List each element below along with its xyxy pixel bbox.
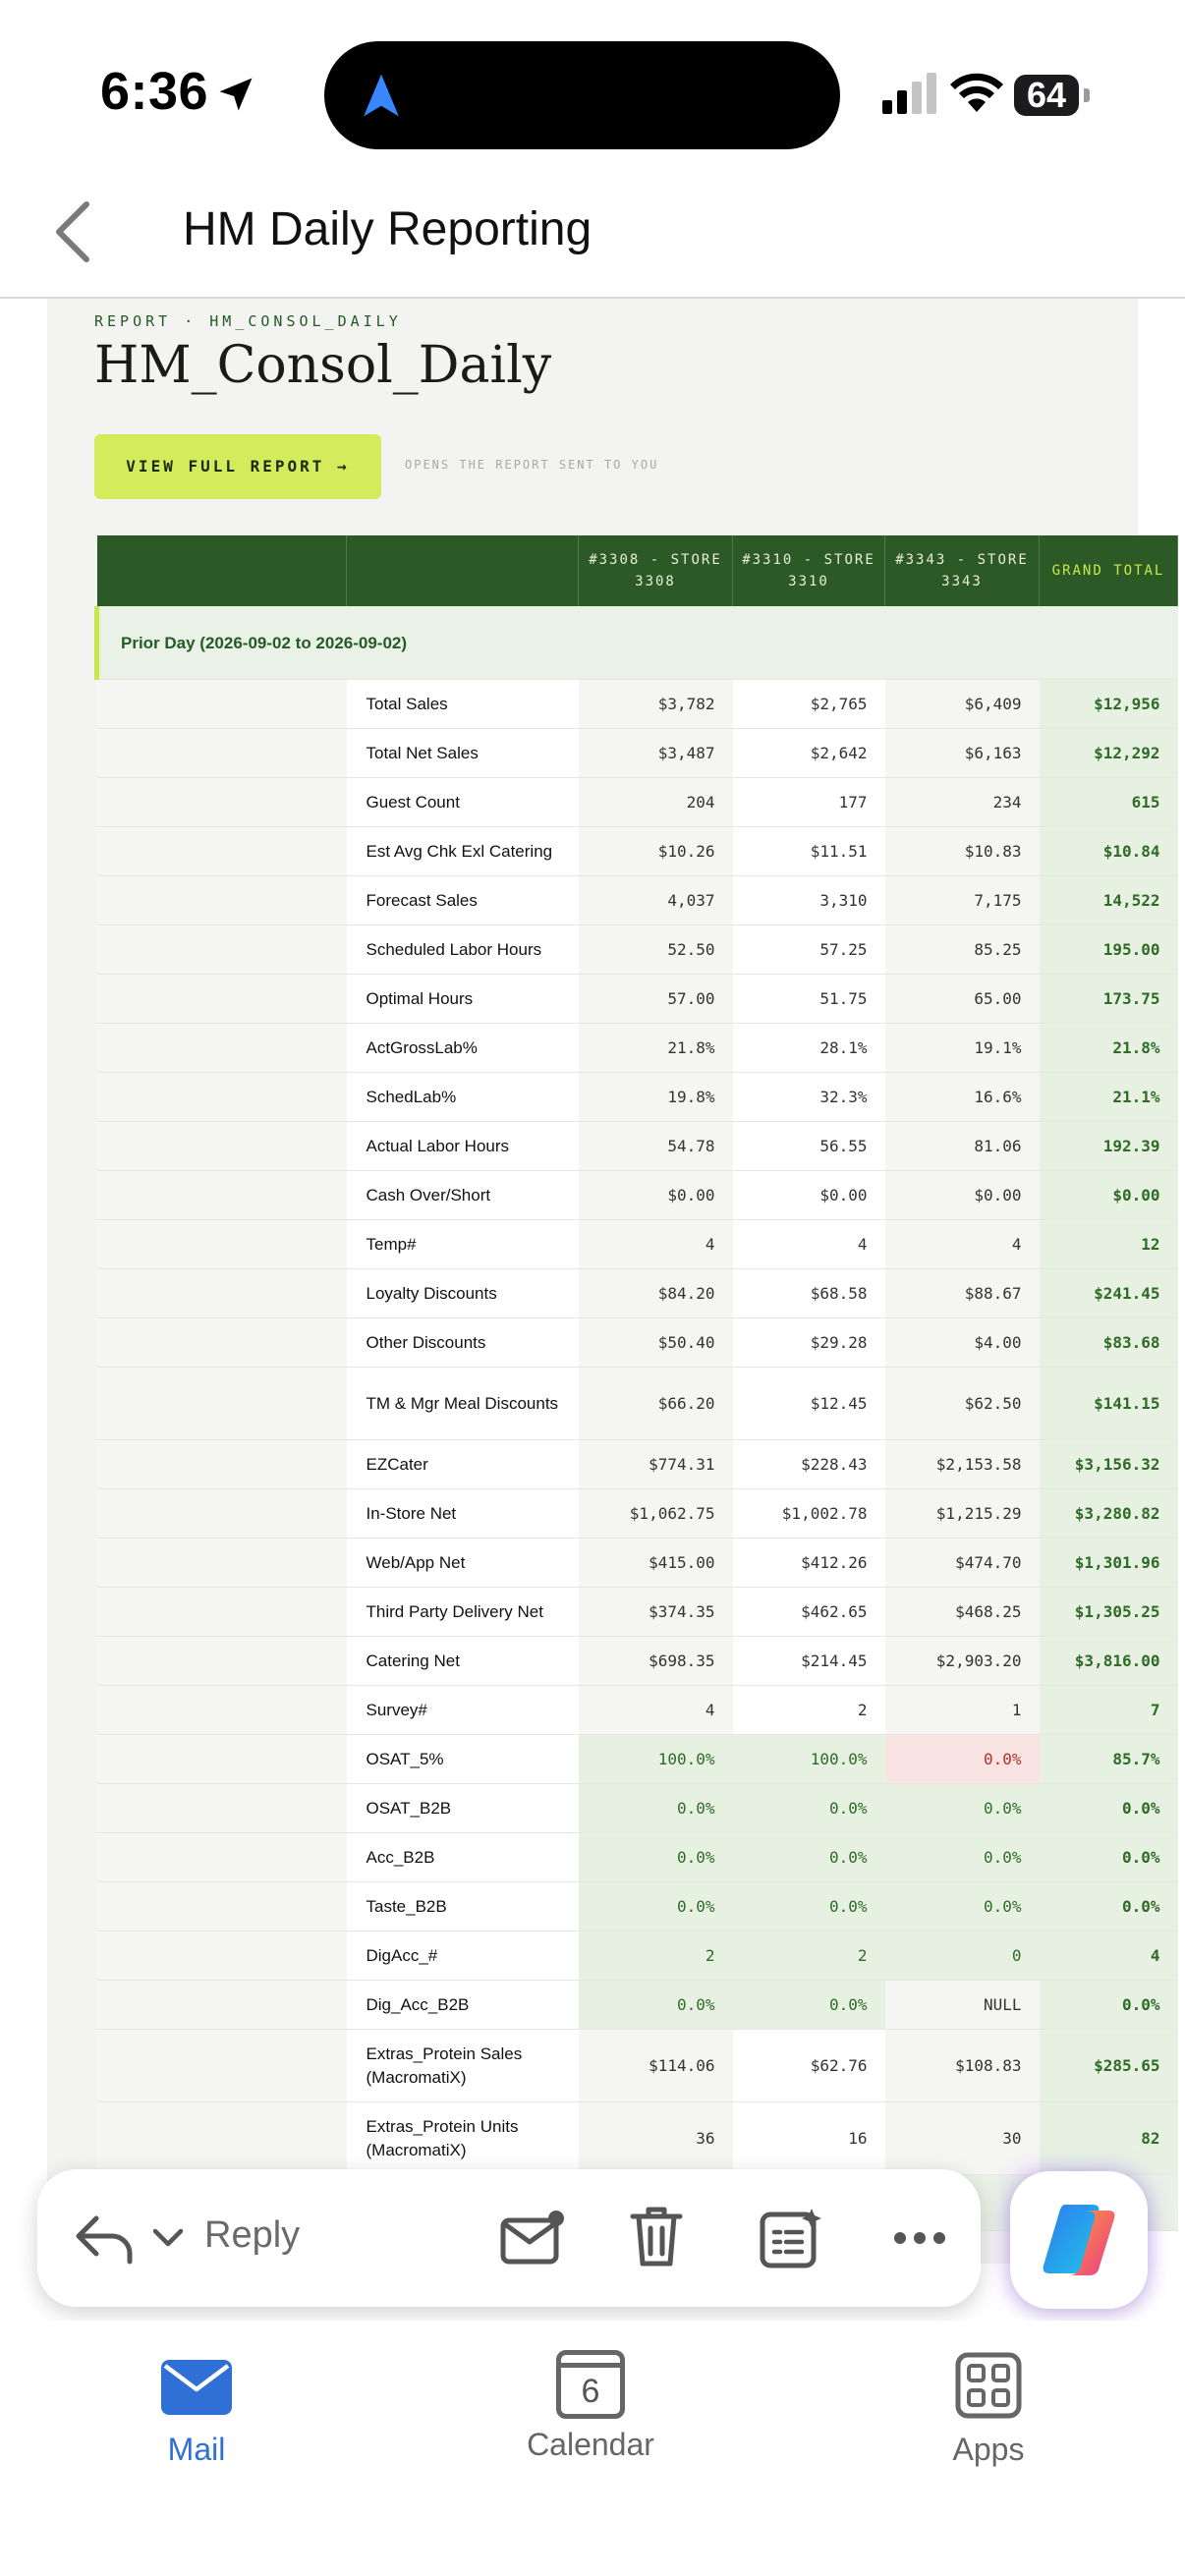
store-value-cell: $2,642 [733, 729, 885, 778]
store-value-cell: 30 [885, 2102, 1040, 2175]
table-row [97, 925, 1178, 975]
store-value-cell: 4,037 [579, 876, 733, 925]
store-value-cell: 19.8% [579, 1073, 733, 1122]
row-spacer [97, 2102, 347, 2175]
calendar-icon [556, 2350, 625, 2419]
store-value-cell: $68.58 [733, 1269, 885, 1318]
table-row [97, 1981, 1178, 2030]
summarize-icon[interactable] [759, 2207, 823, 2269]
store-value-cell: $0.00 [579, 1171, 733, 1220]
column-header: #3343 - STORE 3343 [885, 535, 1040, 606]
row-label: Cash Over/Short [347, 1171, 579, 1220]
grand-total-cell: $10.84 [1040, 827, 1178, 876]
row-spacer [97, 1171, 347, 1220]
store-value-cell: $462.65 [733, 1588, 885, 1637]
row-label: Survey# [347, 1686, 579, 1735]
store-value-cell: 2 [579, 1932, 733, 1981]
store-value-cell: 57.25 [733, 925, 885, 975]
apps-grid-icon [955, 2352, 1022, 2419]
email-subject: HM Daily Reporting [183, 203, 592, 255]
store-value-cell: 54.78 [579, 1122, 733, 1171]
store-value-cell: 3,310 [733, 876, 885, 925]
grand-total-cell: 12 [1040, 1220, 1178, 1269]
email-header [0, 167, 1185, 299]
reply-icon[interactable] [75, 2212, 134, 2266]
row-label: SchedLab% [347, 1073, 579, 1122]
store-value-cell: $10.26 [579, 827, 733, 876]
row-label: Extras_Protein Units (MacromatiX) [347, 2102, 579, 2175]
table-row [97, 1368, 1178, 1440]
store-value-cell: $6,409 [885, 680, 1040, 729]
table-row [97, 1539, 1178, 1588]
table-row [97, 778, 1178, 827]
row-label: TM & Mgr Meal Discounts [347, 1368, 579, 1440]
store-value-cell: $12.45 [733, 1368, 885, 1440]
store-value-cell: $88.67 [885, 1269, 1040, 1318]
store-value-cell: $698.35 [579, 1637, 733, 1686]
row-label: Other Discounts [347, 1318, 579, 1368]
store-value-cell: $374.35 [579, 1588, 733, 1637]
store-value-cell: 85.25 [885, 925, 1040, 975]
email-body [47, 299, 1165, 2264]
copilot-icon [1036, 2197, 1122, 2283]
store-value-cell: 2 [733, 1686, 885, 1735]
table-row [97, 1024, 1178, 1073]
grand-total-cell: $3,816.00 [1040, 1637, 1178, 1686]
header-blank [97, 535, 347, 606]
grand-total-cell: 0.0% [1040, 1833, 1178, 1882]
store-value-cell: $3,487 [579, 729, 733, 778]
table-row [97, 1440, 1178, 1489]
grand-total-cell: 7 [1040, 1686, 1178, 1735]
store-value-cell: 100.0% [579, 1735, 733, 1784]
row-spacer [97, 827, 347, 876]
table-row [97, 1882, 1178, 1932]
row-label: Catering Net [347, 1637, 579, 1686]
row-label: Total Net Sales [347, 729, 579, 778]
location-arrow-icon [214, 73, 257, 116]
store-value-cell: $84.20 [579, 1269, 733, 1318]
row-spacer [97, 975, 347, 1024]
wifi-icon [949, 71, 1004, 114]
table-row [97, 1735, 1178, 1784]
store-value-cell: 65.00 [885, 975, 1040, 1024]
store-value-cell: 4 [579, 1220, 733, 1269]
store-value-cell: $10.83 [885, 827, 1040, 876]
table-row [97, 1932, 1178, 1981]
trash-icon[interactable] [627, 2205, 686, 2269]
store-value-cell: $50.40 [579, 1318, 733, 1368]
row-label: ActGrossLab% [347, 1024, 579, 1073]
table-row [97, 729, 1178, 778]
report-table [94, 535, 1175, 2231]
table-row [97, 876, 1178, 925]
navigation-arrow-icon [360, 71, 403, 120]
grand-total-cell: $1,305.25 [1040, 1588, 1178, 1637]
table-header-row [97, 535, 1178, 606]
store-value-cell: 28.1% [733, 1024, 885, 1073]
store-value-cell: $62.76 [733, 2030, 885, 2102]
store-value-cell: 0.0% [733, 1981, 885, 2030]
store-value-cell: 0.0% [885, 1882, 1040, 1932]
column-header: #3310 - STORE 3310 [733, 535, 885, 606]
table-row [97, 1833, 1178, 1882]
store-value-cell: $2,765 [733, 680, 885, 729]
row-label: Acc_B2B [347, 1833, 579, 1882]
grand-total-cell: $141.15 [1040, 1368, 1178, 1440]
store-value-cell: $3,782 [579, 680, 733, 729]
row-spacer [97, 680, 347, 729]
store-value-cell: $214.45 [733, 1637, 885, 1686]
row-spacer [97, 1784, 347, 1833]
row-spacer [97, 1637, 347, 1686]
table-row [97, 1171, 1178, 1220]
store-value-cell: $774.31 [579, 1440, 733, 1489]
mark-unread-icon[interactable] [499, 2209, 568, 2268]
store-value-cell: $1,062.75 [579, 1489, 733, 1539]
tab-calendar-label: Calendar [527, 2427, 654, 2462]
store-value-cell: 4 [579, 1686, 733, 1735]
grand-total-cell: 0.0% [1040, 1784, 1178, 1833]
row-label: Third Party Delivery Net [347, 1588, 579, 1637]
reply-toolbar [37, 2169, 981, 2307]
grand-total-cell: 0.0% [1040, 1882, 1178, 1932]
row-spacer [97, 1269, 347, 1318]
row-label: Web/App Net [347, 1539, 579, 1588]
table-row [97, 1122, 1178, 1171]
grand-total-cell: 0.0% [1040, 1981, 1178, 2030]
row-spacer [97, 925, 347, 975]
section-label: Prior Day (2026-09-02 to 2026-09-02) [97, 606, 1178, 680]
store-value-cell: $1,215.29 [885, 1489, 1040, 1539]
reply-button-label[interactable]: Reply [204, 2214, 301, 2256]
more-icon[interactable] [892, 2230, 947, 2246]
status-bar [0, 0, 1185, 167]
table-row [97, 1637, 1178, 1686]
tab-apps-label: Apps [952, 2432, 1025, 2467]
row-label: Actual Labor Hours [347, 1122, 579, 1171]
grand-total-cell: 173.75 [1040, 975, 1178, 1024]
store-value-cell: 4 [733, 1220, 885, 1269]
store-value-cell: 32.3% [733, 1073, 885, 1122]
dynamic-island [324, 41, 840, 149]
row-spacer [97, 876, 347, 925]
store-value-cell: 1 [885, 1686, 1040, 1735]
row-label: Extras_Protein Sales (MacromatiX) [347, 2030, 579, 2102]
grand-total-cell: $0.00 [1040, 1171, 1178, 1220]
row-label: In-Store Net [347, 1489, 579, 1539]
row-spacer [97, 1318, 347, 1368]
column-header-grand-total: GRAND TOTAL [1040, 535, 1178, 606]
store-value-cell: 19.1% [885, 1024, 1040, 1073]
store-value-cell: 2 [733, 1932, 885, 1981]
grand-total-cell: 14,522 [1040, 876, 1178, 925]
status-time: 6:36 [100, 62, 209, 121]
store-value-cell: 7,175 [885, 876, 1040, 925]
tab-mail[interactable] [79, 2321, 314, 2468]
table-row [97, 1269, 1178, 1318]
store-value-cell: $6,163 [885, 729, 1040, 778]
grand-total-cell: 82 [1040, 2102, 1178, 2175]
grand-total-cell: 192.39 [1040, 1122, 1178, 1171]
row-spacer [97, 1073, 347, 1122]
view-full-report-button[interactable]: VIEW FULL REPORT → [94, 434, 381, 499]
store-value-cell: 177 [733, 778, 885, 827]
grand-total-cell: 615 [1040, 778, 1178, 827]
store-value-cell: 0.0% [733, 1833, 885, 1882]
grand-total-cell: $12,292 [1040, 729, 1178, 778]
view-report-note: OPENS THE REPORT SENT TO YOU [405, 458, 659, 472]
row-spacer [97, 1686, 347, 1735]
store-value-cell: 16.6% [885, 1073, 1040, 1122]
row-label: Taste_B2B [347, 1882, 579, 1932]
store-value-cell: $62.50 [885, 1368, 1040, 1440]
store-value-cell: 0.0% [885, 1833, 1040, 1882]
back-chevron-icon[interactable] [49, 200, 96, 263]
row-label: Guest Count [347, 778, 579, 827]
grand-total-cell: 4 [1040, 1932, 1178, 1981]
table-row [97, 975, 1178, 1024]
row-spacer [97, 2030, 347, 2102]
tab-mail-label: Mail [167, 2432, 226, 2467]
tab-calendar[interactable] [473, 2321, 708, 2463]
row-spacer [97, 1735, 347, 1784]
row-label: Optimal Hours [347, 975, 579, 1024]
row-label: Dig_Acc_B2B [347, 1981, 579, 2030]
row-spacer [97, 1024, 347, 1073]
grand-total-cell: 195.00 [1040, 925, 1178, 975]
grand-total-cell: $3,280.82 [1040, 1489, 1178, 1539]
store-value-cell: $4.00 [885, 1318, 1040, 1368]
row-spacer [97, 1220, 347, 1269]
grand-total-cell: $12,956 [1040, 680, 1178, 729]
table-row [97, 827, 1178, 876]
calendar-day: 6 [581, 2373, 600, 2410]
table-row [97, 1784, 1178, 1833]
store-value-cell: 4 [885, 1220, 1040, 1269]
store-value-cell: $0.00 [885, 1171, 1040, 1220]
row-label: Total Sales [347, 680, 579, 729]
store-value-cell: 57.00 [579, 975, 733, 1024]
table-row [97, 2102, 1178, 2175]
store-value-cell: 0 [885, 1932, 1040, 1981]
chevron-down-icon[interactable] [151, 2226, 185, 2250]
table-row [97, 1318, 1178, 1368]
store-value-cell: $415.00 [579, 1539, 733, 1588]
row-label: DigAcc_# [347, 1932, 579, 1981]
store-value-cell: $11.51 [733, 827, 885, 876]
row-spacer [97, 1539, 347, 1588]
table-row [97, 2030, 1178, 2102]
store-value-cell: 204 [579, 778, 733, 827]
table-row [97, 1489, 1178, 1539]
grand-total-cell: $1,301.96 [1040, 1539, 1178, 1588]
row-spacer [97, 1588, 347, 1637]
store-value-cell: 21.8% [579, 1024, 733, 1073]
grand-total-cell: $285.65 [1040, 2030, 1178, 2102]
row-spacer [97, 1882, 347, 1932]
report-title: HM_Consol_Daily [94, 336, 552, 395]
store-value-cell: 0.0% [885, 1784, 1040, 1833]
store-value-cell: $66.20 [579, 1368, 733, 1440]
row-spacer [97, 778, 347, 827]
store-value-cell: 0.0% [579, 1981, 733, 2030]
store-value-cell: $0.00 [733, 1171, 885, 1220]
table-row [97, 680, 1178, 729]
row-spacer [97, 1440, 347, 1489]
store-value-cell: 0.0% [733, 1882, 885, 1932]
row-label: EZCater [347, 1440, 579, 1489]
row-spacer [97, 1122, 347, 1171]
section-row [97, 606, 1178, 680]
copilot-button[interactable] [1010, 2171, 1148, 2309]
grand-total-cell: $3,156.32 [1040, 1440, 1178, 1489]
row-label: Scheduled Labor Hours [347, 925, 579, 975]
store-value-cell: $1,002.78 [733, 1489, 885, 1539]
header-blank [347, 535, 579, 606]
tab-bar [0, 2321, 1185, 2576]
store-value-cell: $2,153.58 [885, 1440, 1040, 1489]
row-label: Est Avg Chk Exl Catering [347, 827, 579, 876]
tab-apps[interactable] [871, 2321, 1106, 2468]
store-value-cell: $108.83 [885, 2030, 1040, 2102]
table-row [97, 1220, 1178, 1269]
row-label: Temp# [347, 1220, 579, 1269]
table-row [97, 1588, 1178, 1637]
store-value-cell: $468.25 [885, 1588, 1040, 1637]
grand-total-cell: 21.8% [1040, 1024, 1178, 1073]
row-spacer [97, 1932, 347, 1981]
store-value-cell: $114.06 [579, 2030, 733, 2102]
store-value-cell: 52.50 [579, 925, 733, 975]
column-header: #3308 - STORE 3308 [579, 535, 733, 606]
store-value-cell: 0.0% [579, 1784, 733, 1833]
row-label: Forecast Sales [347, 876, 579, 925]
store-value-cell: 81.06 [885, 1122, 1040, 1171]
store-value-cell: 56.55 [733, 1122, 885, 1171]
table-row [97, 1073, 1178, 1122]
store-value-cell: 100.0% [733, 1735, 885, 1784]
store-value-cell: 0.0% [885, 1735, 1040, 1784]
grand-total-cell: $83.68 [1040, 1318, 1178, 1368]
row-spacer [97, 729, 347, 778]
store-value-cell: NULL [885, 1981, 1040, 2030]
store-value-cell: 51.75 [733, 975, 885, 1024]
store-value-cell: 0.0% [579, 1833, 733, 1882]
row-label: OSAT_B2B [347, 1784, 579, 1833]
store-value-cell: 0.0% [579, 1882, 733, 1932]
store-value-cell: $2,903.20 [885, 1637, 1040, 1686]
store-value-cell: 36 [579, 2102, 733, 2175]
store-value-cell: $29.28 [733, 1318, 885, 1368]
table-row [97, 1686, 1178, 1735]
row-label: OSAT_5% [347, 1735, 579, 1784]
store-value-cell: 0.0% [733, 1784, 885, 1833]
row-spacer [97, 1981, 347, 2030]
row-label: Loyalty Discounts [347, 1269, 579, 1318]
store-value-cell: 234 [885, 778, 1040, 827]
cellular-signal-icon [882, 73, 937, 114]
battery-indicator: 64 [1014, 75, 1079, 116]
row-spacer [97, 1368, 347, 1440]
battery-tip [1084, 88, 1090, 102]
grand-total-cell: $241.45 [1040, 1269, 1178, 1318]
store-value-cell: $228.43 [733, 1440, 885, 1489]
store-value-cell: 16 [733, 2102, 885, 2175]
grand-total-cell: 85.7% [1040, 1735, 1178, 1784]
mail-icon [159, 2356, 234, 2419]
row-spacer [97, 1489, 347, 1539]
store-value-cell: $412.26 [733, 1539, 885, 1588]
grand-total-cell: 21.1% [1040, 1073, 1178, 1122]
report-kicker: REPORT · HM_CONSOL_DAILY [94, 312, 402, 330]
row-spacer [97, 1833, 347, 1882]
store-value-cell: $474.70 [885, 1539, 1040, 1588]
